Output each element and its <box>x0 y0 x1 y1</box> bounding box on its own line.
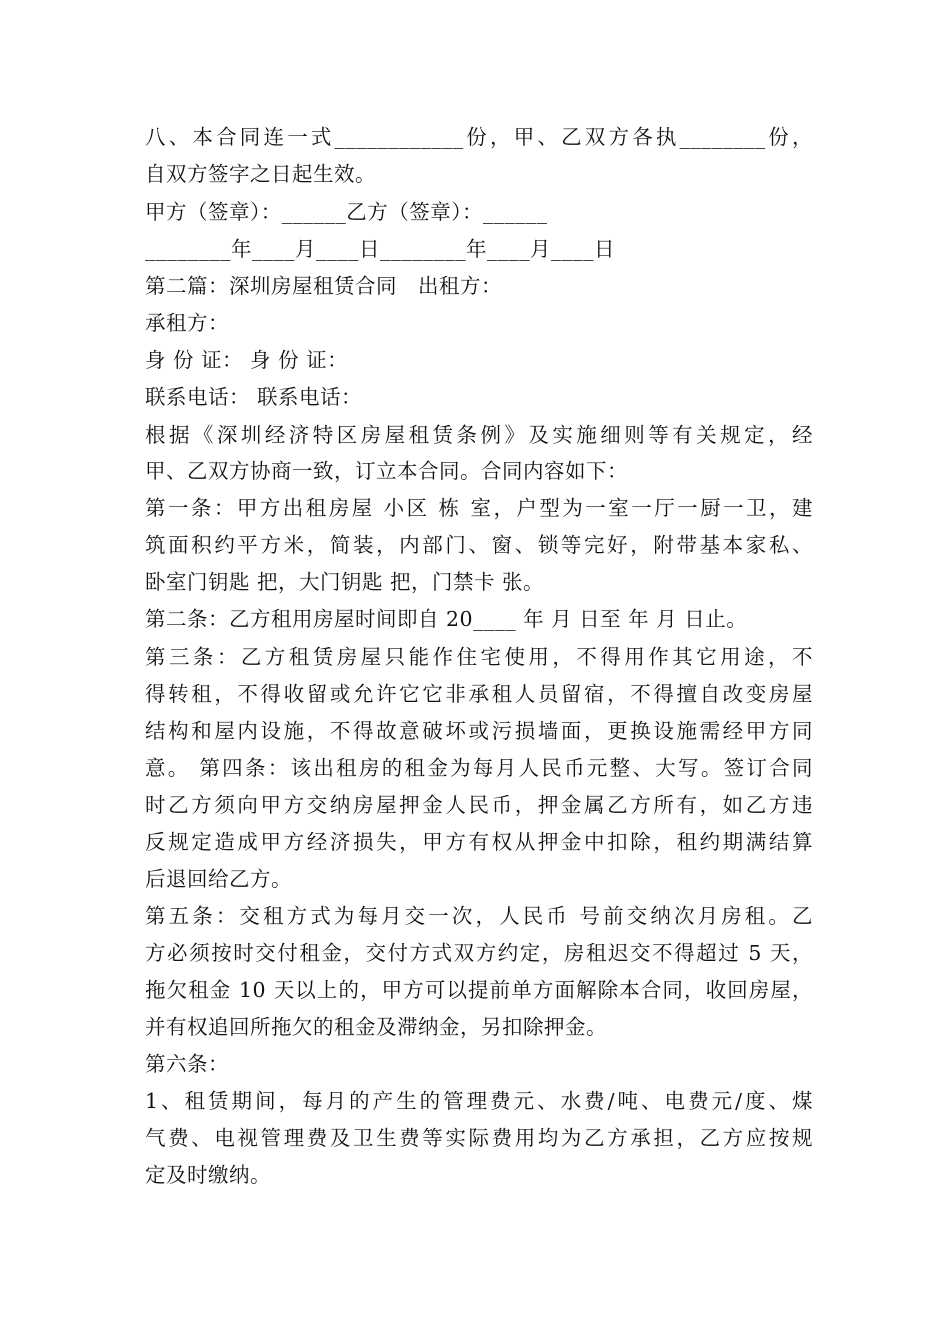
text-line: 联系电话： 联系电话： <box>145 385 363 409</box>
text-line: 并有权追回所拖欠的租金及滞纳金，另扣除押金。 <box>145 1015 607 1039</box>
text-line: 1、租赁期间，每月的产生的管理费元、水费/吨、电费元/度、煤 <box>145 1089 813 1113</box>
text-line: 八、本合同连一式____________份，甲、乙双方各执________份， <box>145 125 813 149</box>
section-heading: 第二篇：深圳房屋租赁合同 出租方： <box>145 274 502 298</box>
text-line: 甲、乙双方协商一致，订立本合同。合同内容如下： <box>145 459 628 483</box>
text-line: 得转租，不得收留或允许它它非承租人员留宿，不得擅自改变房屋 <box>145 682 813 706</box>
text-line: 拖欠租金 10 天以上的，甲方可以提前单方面解除本合同，收回房屋， <box>145 978 813 1002</box>
text-line: 承租方： <box>145 311 229 335</box>
text-line: 时乙方须向甲方交纳房屋押金人民币，押金属乙方所有，如乙方违 <box>145 793 813 817</box>
text-line: 根据《深圳经济特区房屋租赁条例》及实施细则等有关规定，经 <box>145 423 813 447</box>
text-line: 后退回给乙方。 <box>145 867 292 891</box>
text-line: 第二条：乙方租用房屋时间即自 20____ 年 月 日至 年 月 日止。 <box>145 607 748 631</box>
text-line: 定及时缴纳。 <box>145 1163 271 1187</box>
text-line: 甲方（签章）：______乙方（签章）：______ <box>145 200 548 224</box>
text-line: 身 份 证： 身 份 证： <box>145 348 349 372</box>
text-line: 自双方签字之日起生效。 <box>145 162 376 186</box>
text-line: 第六条： <box>145 1052 229 1076</box>
text-line: 方必须按时交付租金，交付方式双方约定，房租迟交不得超过 5 天， <box>145 941 813 965</box>
text-line: 反规定造成甲方经济损失，甲方有权从押金中扣除，租约期满结算 <box>145 830 813 854</box>
text-line: 气费、电视管理费及卫生费等实际费用均为乙方承担，乙方应按规 <box>145 1126 813 1150</box>
text-line: 意。 第四条：该出租房的租金为每月人民币元整、大写。签订合同 <box>145 756 813 780</box>
text-line: 第五条：交租方式为每月交一次，人民币 号前交纳次月房租。乙 <box>145 904 813 928</box>
text-line: ________年____月____日________年____月____日 <box>145 237 615 261</box>
text-line: 结构和屋内设施，不得故意破坏或污损墙面，更换设施需经甲方同 <box>145 719 813 743</box>
text-line: 卧室门钥匙 把，大门钥匙 把，门禁卡 张。 <box>145 570 545 594</box>
text-line: 筑面积约平方米，简装，内部门、窗、锁等完好，附带基本家私、 <box>145 533 813 557</box>
text-line: 第三条：乙方租赁房屋只能作住宅使用，不得用作其它用途，不 <box>145 645 813 669</box>
text-line: 第一条：甲方出租房屋 小区 栋 室，户型为一室一厅一厨一卫，建 <box>145 496 813 520</box>
